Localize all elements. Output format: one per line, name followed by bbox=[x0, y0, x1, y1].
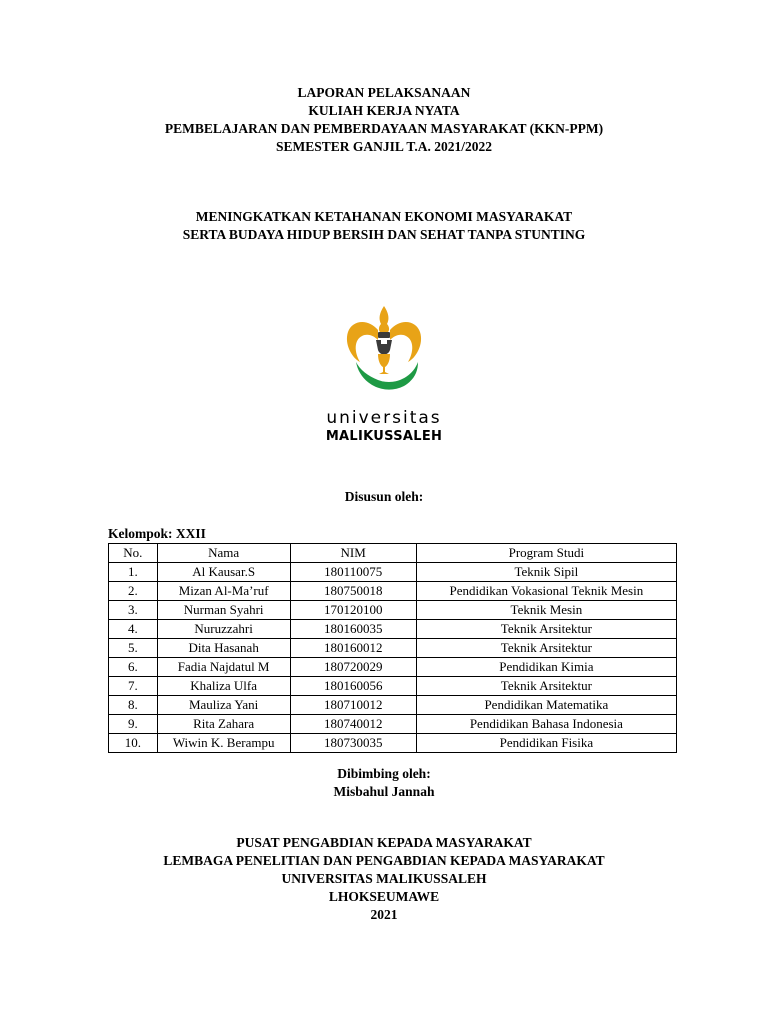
cell-nama: Khaliza Ulfa bbox=[157, 677, 290, 696]
supervisor-block bbox=[0, 765, 768, 801]
cell-nama: Al Kausar.S bbox=[157, 563, 290, 582]
cell-nim: 180160035 bbox=[290, 620, 416, 639]
table-row bbox=[109, 658, 677, 677]
table-row bbox=[109, 696, 677, 715]
table-row bbox=[109, 734, 677, 753]
compiled-by-label: Disusun oleh: bbox=[344, 489, 424, 504]
cell-no: 1. bbox=[109, 563, 158, 582]
header-no: No. bbox=[109, 544, 158, 563]
cell-nim: 180110075 bbox=[290, 563, 416, 582]
footer-line-5: 2021 bbox=[370, 907, 398, 922]
cell-no: 6. bbox=[109, 658, 158, 677]
cell-nim: 170120100 bbox=[290, 601, 416, 620]
cell-program-studi: Pendidikan Bahasa Indonesia bbox=[416, 715, 676, 734]
university-logo-icon bbox=[334, 300, 434, 400]
title-line-3: PEMBELAJARAN DAN PEMBERDAYAAN MASYARAKAT (KKN-PPM) bbox=[164, 121, 604, 136]
supervisor-name: Misbahul Jannah bbox=[333, 784, 435, 799]
cell-no: 2. bbox=[109, 582, 158, 601]
cell-no: 4. bbox=[109, 620, 158, 639]
header-nim: NIM bbox=[290, 544, 416, 563]
title-line-2: KULIAH KERJA NYATA bbox=[308, 103, 460, 118]
cell-nama: Fadia Najdatul M bbox=[157, 658, 290, 677]
cell-nim: 180710012 bbox=[290, 696, 416, 715]
cell-nama: Mizan Al-Ma’ruf bbox=[157, 582, 290, 601]
title-line-1: LAPORAN PELAKSANAAN bbox=[297, 85, 471, 100]
supervisor-label: Dibimbing oleh: bbox=[337, 766, 431, 781]
cell-nim: 180160012 bbox=[290, 639, 416, 658]
cell-no: 10. bbox=[109, 734, 158, 753]
cell-no: 9. bbox=[109, 715, 158, 734]
header-program-studi: Program Studi bbox=[416, 544, 676, 563]
cell-no: 8. bbox=[109, 696, 158, 715]
table-row bbox=[109, 601, 677, 620]
table-row bbox=[109, 582, 677, 601]
logo-word-malikussaleh: MALIKUSSALEH bbox=[325, 429, 443, 444]
report-title bbox=[0, 84, 768, 156]
logo-word-universitas: universitas bbox=[326, 408, 442, 428]
institution-footer bbox=[0, 834, 768, 924]
topic-line-2: SERTA BUDAYA HIDUP BERSIH DAN SEHAT TANPA STUNTING bbox=[182, 227, 586, 242]
cell-program-studi: Teknik Arsitektur bbox=[416, 620, 676, 639]
cell-program-studi: Teknik Arsitektur bbox=[416, 639, 676, 658]
cell-nama: Rita Zahara bbox=[157, 715, 290, 734]
table-row bbox=[109, 563, 677, 582]
cell-nim: 180730035 bbox=[290, 734, 416, 753]
cell-nama: Dita Hasanah bbox=[157, 639, 290, 658]
cell-nama: Mauliza Yani bbox=[157, 696, 290, 715]
table-row bbox=[109, 677, 677, 696]
cell-nama: Nurman Syahri bbox=[157, 601, 290, 620]
cell-no: 5. bbox=[109, 639, 158, 658]
table-header-row bbox=[109, 544, 677, 563]
topic-line-1: MENINGKATKAN KETAHANAN EKONOMI MASYARAKAT bbox=[195, 209, 573, 224]
table-row bbox=[109, 715, 677, 734]
cell-program-studi: Pendidikan Kimia bbox=[416, 658, 676, 677]
footer-line-3: UNIVERSITAS MALIKUSSALEH bbox=[281, 871, 487, 886]
footer-line-4: LHOKSEUMAWE bbox=[328, 889, 440, 904]
cell-no: 3. bbox=[109, 601, 158, 620]
report-topic bbox=[0, 208, 768, 244]
cell-program-studi: Pendidikan Matematika bbox=[416, 696, 676, 715]
cell-nim: 180750018 bbox=[290, 582, 416, 601]
cell-program-studi: Pendidikan Vokasional Teknik Mesin bbox=[416, 582, 676, 601]
cell-program-studi: Pendidikan Fisika bbox=[416, 734, 676, 753]
cell-nim: 180740012 bbox=[290, 715, 416, 734]
cell-nim: 180160056 bbox=[290, 677, 416, 696]
header-nama: Nama bbox=[157, 544, 290, 563]
cell-program-studi: Teknik Arsitektur bbox=[416, 677, 676, 696]
footer-line-2: LEMBAGA PENELITIAN DAN PENGABDIAN KEPADA MASYARAKAT bbox=[163, 853, 605, 868]
group-label: Kelompok: XXII bbox=[108, 526, 206, 541]
table-row bbox=[109, 639, 677, 658]
title-line-4: SEMESTER GANJIL T.A. 2021/2022 bbox=[276, 139, 492, 154]
cell-program-studi: Teknik Sipil bbox=[416, 563, 676, 582]
cell-nim: 180720029 bbox=[290, 658, 416, 677]
cell-nama: Nuruzzahri bbox=[157, 620, 290, 639]
cell-program-studi: Teknik Mesin bbox=[416, 601, 676, 620]
members-table bbox=[108, 543, 677, 753]
table-row bbox=[109, 620, 677, 639]
cell-no: 7. bbox=[109, 677, 158, 696]
footer-line-1: PUSAT PENGABDIAN KEPADA MASYARAKAT bbox=[236, 835, 532, 850]
cell-nama: Wiwin K. Berampu bbox=[157, 734, 290, 753]
